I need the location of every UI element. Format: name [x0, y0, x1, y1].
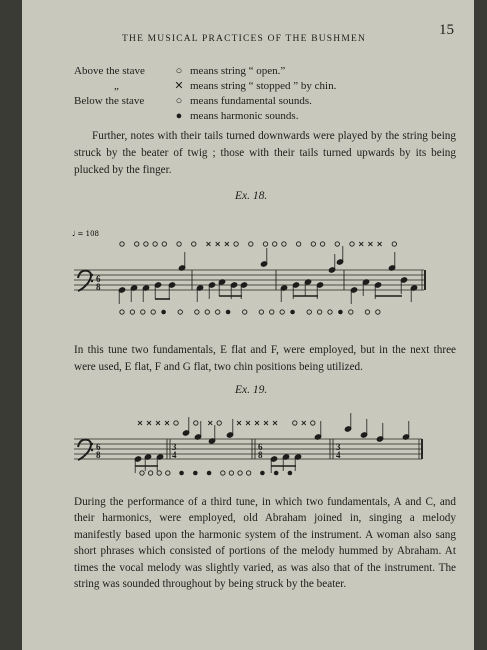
ex19-stopped-mark [237, 421, 241, 425]
music-example-18 [22, 218, 474, 328]
ex19-stopped-mark [165, 421, 169, 425]
music-example-19 [22, 410, 474, 490]
ex18-harmonic-mark [161, 310, 166, 315]
legend-label: Above the stave [74, 65, 145, 77]
ex18-open-mark [350, 242, 354, 246]
ex19-open-mark [238, 471, 242, 475]
filled-circle-symbol: ● [175, 110, 183, 122]
svg-text:6: 6 [258, 442, 263, 452]
ex19-open-mark [293, 421, 297, 425]
svg-text:8: 8 [258, 450, 263, 460]
svg-text:6: 6 [96, 442, 101, 452]
ex18-open-mark [205, 310, 209, 314]
legend-text: means string “ stopped ” by chin. [190, 80, 337, 92]
ex18-open-mark [317, 310, 321, 314]
ex19-stopped-mark [255, 421, 259, 425]
svg-text:3: 3 [172, 442, 177, 452]
open-circle-symbol: ○ [175, 65, 183, 77]
svg-text:8: 8 [96, 282, 101, 292]
ex18-open-mark [243, 310, 247, 314]
example-19-label: Ex. 19. [235, 384, 268, 396]
svg-text:4: 4 [336, 450, 341, 460]
ex19-open-mark [246, 471, 250, 475]
fundamental-harmonic-marks-below [120, 310, 380, 315]
open-stopped-marks-above [120, 242, 397, 246]
ex19-open-mark [194, 421, 198, 425]
ex18-open-mark [311, 242, 315, 246]
ex18-open-mark [144, 242, 148, 246]
legend-text: means string “ open.” [190, 65, 286, 77]
ex19-harmonic-mark [193, 471, 198, 476]
time-signatures [96, 442, 341, 460]
staff-lines [74, 439, 422, 459]
ex19-open-mark [166, 471, 170, 475]
ex19-stopped-mark [147, 421, 151, 425]
ex18-open-mark [349, 310, 353, 314]
svg-text:4: 4 [172, 450, 177, 460]
ex18-open-mark [195, 310, 199, 314]
ex18-open-mark [376, 310, 380, 314]
ex18-open-mark [162, 242, 166, 246]
bass-clef-icon [78, 440, 93, 460]
ex18-open-mark [273, 242, 277, 246]
ex18-stopped-mark [206, 242, 210, 246]
legend-label: Below the stave [74, 95, 145, 107]
ex18-open-mark [270, 310, 274, 314]
ex19-harmonic-mark [260, 471, 265, 476]
svg-text:6: 6 [96, 274, 101, 284]
ex19-stopped-mark [246, 421, 250, 425]
ex18-open-mark [135, 242, 139, 246]
ex18-open-mark [307, 310, 311, 314]
ex19-stopped-mark [273, 421, 277, 425]
ex18-open-mark [151, 310, 155, 314]
cross-symbol: ✕ [174, 80, 184, 92]
paragraph-fundamentals: In this tune two fundamentals, E flat and F, were employed, but in the next three were used, E flat, F and G flat, two chin positions being utilized. [74, 344, 456, 373]
ex18-stopped-mark [359, 242, 363, 246]
ex18-stopped-mark [225, 242, 229, 246]
ex19-open-mark [217, 421, 221, 425]
ex18-open-mark [130, 310, 134, 314]
staff-lines [74, 270, 425, 290]
ex18-harmonic-mark [290, 310, 295, 315]
ex19-stopped-mark [138, 421, 142, 425]
ex18-open-mark [192, 242, 196, 246]
ex18-harmonic-mark [338, 310, 343, 315]
fundamental-harmonic-marks-below [140, 471, 292, 476]
ex18-open-mark [141, 310, 145, 314]
ex19-open-mark [157, 471, 161, 475]
ex19-harmonic-mark [207, 471, 212, 476]
ex18-open-mark [328, 310, 332, 314]
example-18-label: Ex. 18. [235, 190, 268, 202]
ex19-harmonic-mark [274, 471, 279, 476]
ex19-stopped-mark [264, 421, 268, 425]
legend-text: means fundamental sounds. [190, 95, 312, 107]
ex19-open-mark [148, 471, 152, 475]
ex18-stopped-mark [368, 242, 372, 246]
paragraph-third-tune: During the performance of a third tune, in which two fundamentals, A and C, and their harmonics, were employed, old Abraham joined in, singing a melody manifestly based upon the harmonic system of the instrument. A woman also sang short phrases which consisted of portions of the melody hummed by Abraham. At times the vocal melody was slightly varied, as was also that of the instrument. The string was sounded throughout by being struck by the beater. [74, 496, 456, 591]
paragraph-note-tails: Further, notes with their tails turned downwards were played by the string being struck by the beater of twig ; those with their tails turned upwards by its being plucked by the finger. [74, 130, 456, 176]
ex18-stopped-mark [216, 242, 220, 246]
ex18-open-mark [259, 310, 263, 314]
ex18-open-mark [280, 310, 284, 314]
svg-text:8: 8 [96, 450, 101, 460]
ex18-open-mark [215, 310, 219, 314]
ex18-open-mark [296, 242, 300, 246]
page-number: 15 [439, 22, 454, 38]
legend-text: means harmonic sounds. [190, 110, 299, 122]
ex19-open-mark [140, 471, 144, 475]
ex18-open-mark [392, 242, 396, 246]
ex18-harmonic-mark [226, 310, 231, 315]
open-stopped-marks-above [138, 421, 315, 425]
ex19-harmonic-mark [288, 471, 293, 476]
ex18-open-mark [263, 242, 267, 246]
ex18-open-mark [335, 242, 339, 246]
running-title: THE MUSICAL PRACTICES OF THE BUSHMEN [122, 34, 367, 44]
ex19-stopped-mark [156, 421, 160, 425]
ex19-stopped-mark [208, 421, 212, 425]
legend-label: „ [114, 80, 119, 92]
ex18-open-mark [282, 242, 286, 246]
ex19-open-mark [311, 421, 315, 425]
book-page [22, 0, 474, 650]
ex18-open-mark [234, 242, 238, 246]
ex18-open-mark [153, 242, 157, 246]
ex18-stopped-mark [378, 242, 382, 246]
ex18-open-mark [120, 242, 124, 246]
ex18-open-mark [120, 310, 124, 314]
tempo-marking: ♩ = 108 [72, 230, 99, 238]
ex19-open-mark [174, 421, 178, 425]
ex19-open-mark [229, 471, 233, 475]
ex18-open-mark [178, 310, 182, 314]
ex18-open-mark [177, 242, 181, 246]
ex19-harmonic-mark [179, 471, 184, 476]
svg-text:3: 3 [336, 442, 341, 452]
ex18-open-mark [365, 310, 369, 314]
ex19-stopped-mark [302, 421, 306, 425]
ex18-open-mark [249, 242, 253, 246]
bass-clef-icon [78, 271, 101, 292]
ex19-open-mark [221, 471, 225, 475]
open-circle-symbol: ○ [175, 95, 183, 107]
ex18-open-mark [320, 242, 324, 246]
